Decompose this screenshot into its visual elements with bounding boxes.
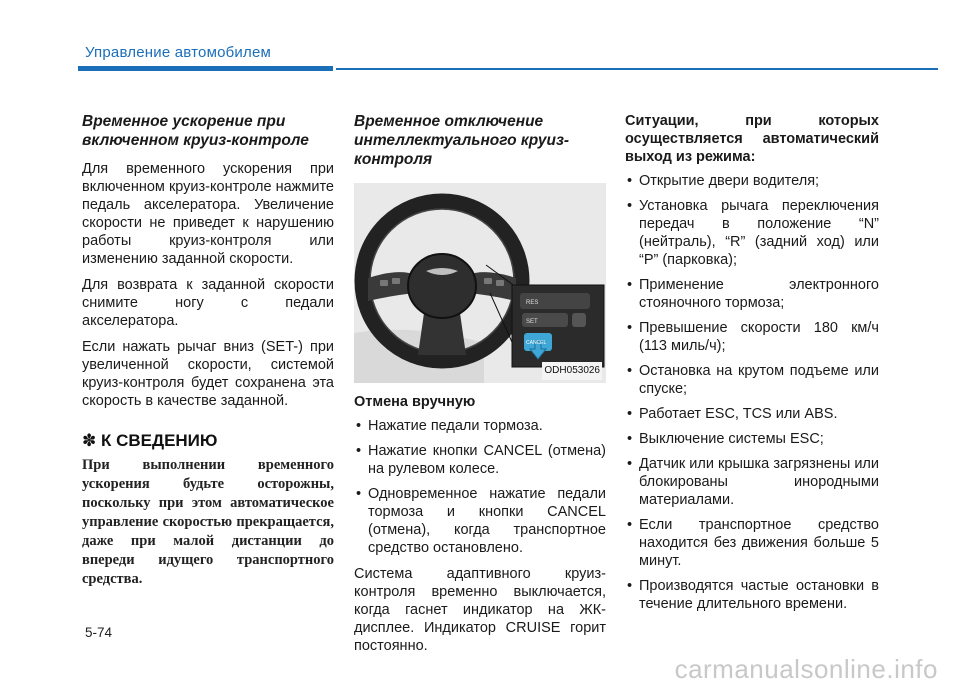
watermark: carmanualsonline.info [674, 654, 938, 684]
list-item: • Применение электронного стояночного тормоза; [625, 276, 879, 312]
header-rule-light [336, 68, 938, 70]
manual-cancel-heading: Отмена вручную [354, 394, 476, 410]
column-left [82, 112, 334, 589]
header-title: Управление автомобилем [85, 44, 272, 61]
list-item: • Датчик или крышка загрязнены или блокированы инородными материалами. [625, 455, 879, 509]
column-right [625, 112, 879, 621]
steering-wheel-figure [354, 183, 606, 383]
list-item: • Работает ESC, TCS или ABS. [625, 405, 879, 423]
list-item: • Если транспортное средство находится без движения больше 5 минут. [625, 516, 879, 570]
steering-wheel-illustration [354, 183, 606, 383]
res-label: RES [526, 300, 539, 306]
figure-code: ODH053026 [542, 362, 602, 380]
page-number: 5-74 [85, 625, 113, 640]
section-heading-temporary-acceleration: Временное ускорение при включенном круиз-контроле [82, 113, 309, 149]
list-item: • Производятся частые остановки в течение длительного времени. [625, 577, 879, 613]
auto-cancel-heading: Ситуации, при которых осуществляется автоматический выход из режима: [625, 113, 879, 165]
list-item: • Одновременное нажатие педали тормоза и кнопки CANCEL (отмена), когда транспортное средство остановлено. [354, 485, 606, 557]
list-item: • Открытие двери водителя; [625, 172, 879, 190]
section-heading-temporary-disable: Временное отключение интеллектуального круиз-контроля [354, 113, 570, 168]
paragraph: Для временного ускорения при включенном круиз-контроле нажмите педаль акселератора. Увеличение скорости не приведет к нарушению работы круиз-контроля или изменению заданной скорости. [82, 161, 334, 267]
set-label: SET [526, 319, 538, 325]
list-item: • Выключение системы ESC; [625, 430, 879, 448]
header-rule-dark [78, 66, 333, 71]
paragraph: Система адаптивного круиз-контроля временно выключается, когда гаснет индикатор на ЖК-дисплее. Индикатор CRUISE горит постоянно. [354, 566, 606, 654]
auto-cancel-list [625, 172, 879, 613]
paragraph: Для возврата к заданной скорости снимите ногу с педали акселератора. [82, 277, 334, 329]
column-middle [354, 112, 606, 663]
cancel-label: CANCEL [526, 340, 547, 346]
list-item: • Нажатие педали тормоза. [354, 417, 606, 435]
list-item: • Нажатие кнопки CANCEL (отмена) на рулевом колесе. [354, 442, 606, 478]
manual-cancel-list [354, 417, 606, 557]
info-heading: ✽ К СВЕДЕНИЮ [82, 431, 218, 450]
list-item: • Установка рычага переключения передач в положение “N” (нейтраль), “R” (задний ход) или “P” (парковка); [625, 197, 879, 269]
paragraph: Если нажать рычаг вниз (SET-) при увеличенной скорости, системой круиз-контроля будет сохранена эта скорость в качестве заданной. [82, 339, 334, 409]
list-item: • Остановка на крутом подъеме или спуске; [625, 362, 879, 398]
info-text: При выполнении временного ускорения будьте осторожны, поскольку при этом автоматическое управление скоростью прекращается, даже при малой дистанции до впереди идущего транспортного средства. [82, 457, 334, 587]
list-item: • Превышение скорости 180 км/ч (113 миль/ч); [625, 319, 879, 355]
